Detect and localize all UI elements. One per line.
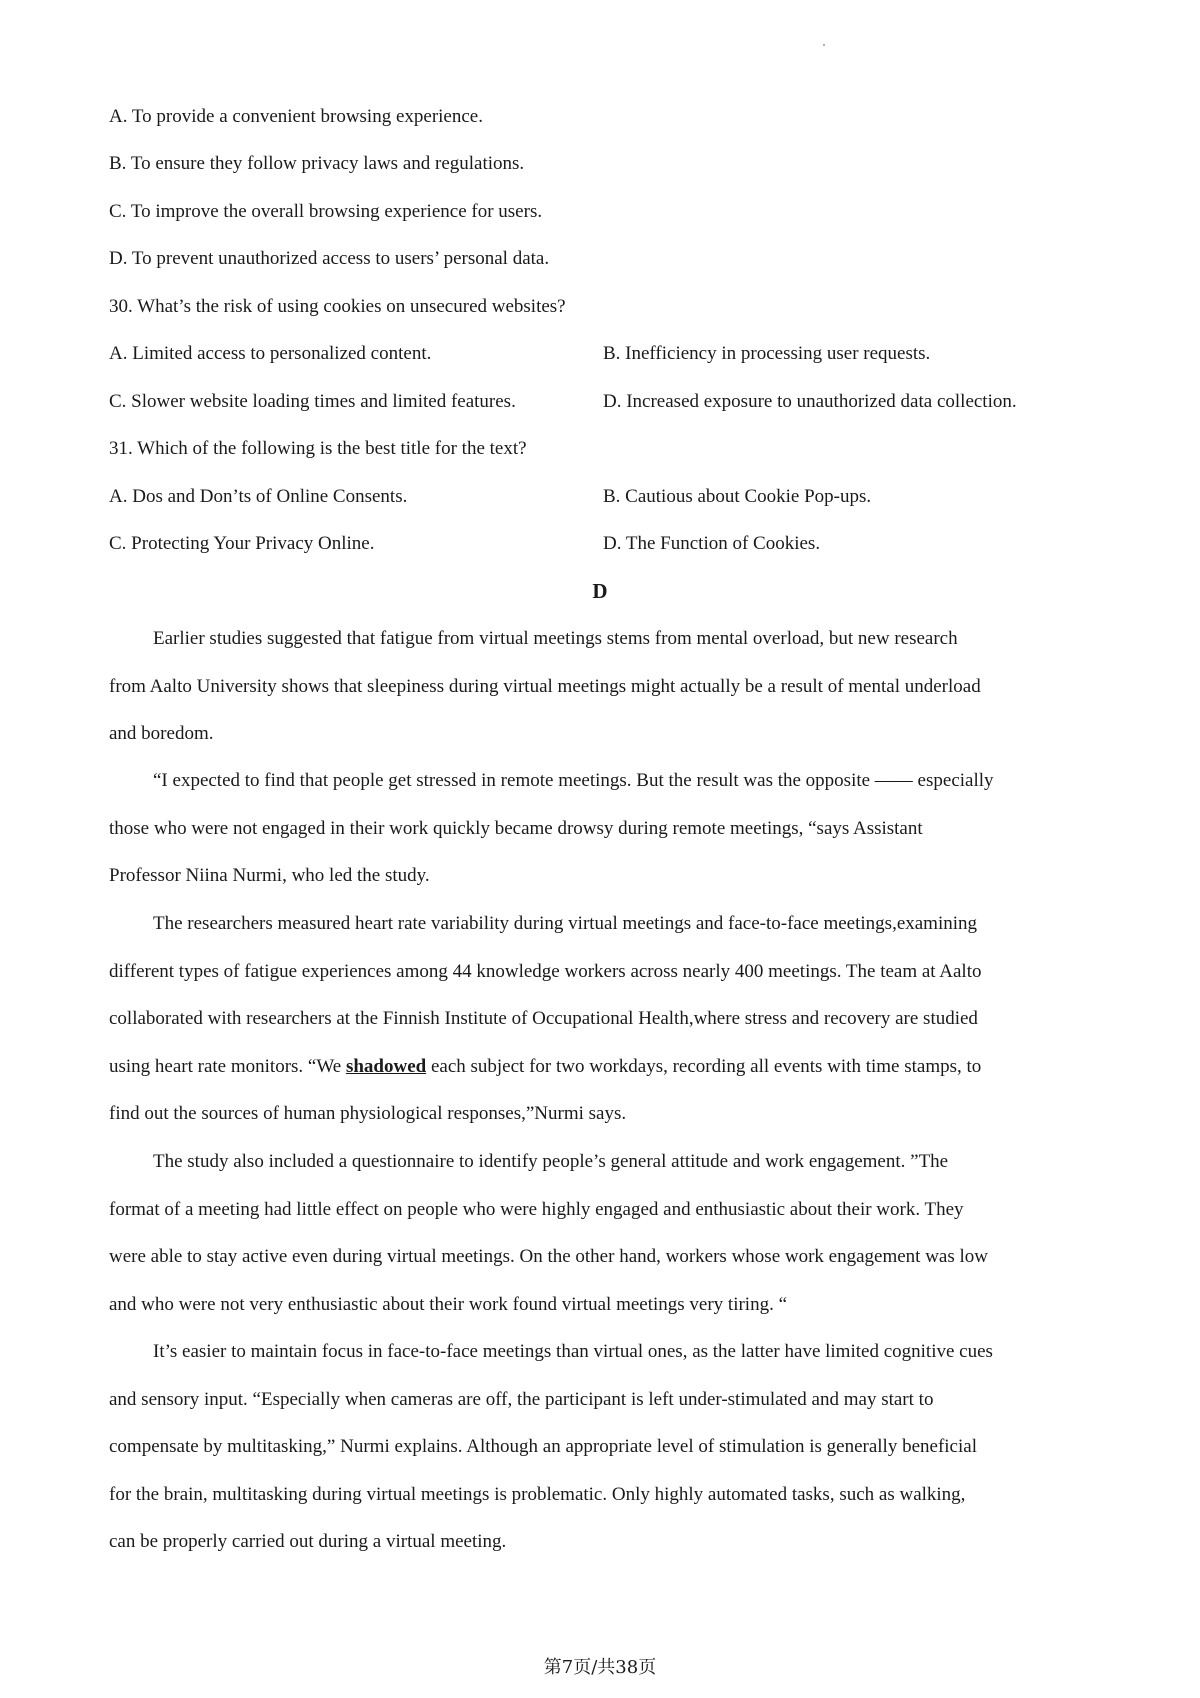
q30-stem: 30. What’s the risk of using cookies on unsecured websites? [109, 296, 566, 317]
paragraph-line: were able to stay active even during virtual meetings. On the other hand, workers whose work engagement was low [109, 1246, 989, 1267]
page-footer: 第7页/共38页 [543, 1657, 657, 1678]
paragraph-line: for the brain, multitasking during virtual meetings is problematic. Only highly automated tasks, such as walking, [109, 1483, 966, 1505]
paragraph-line: and sensory input. “Especially when cameras are off, the participant is left under-stimulated and may start to [109, 1388, 934, 1410]
q31-option-b: B. Cautious about Cookie Pop-ups. [603, 486, 872, 507]
text-run: each subject for two workdays, recording all events with time stamps, to [426, 1055, 982, 1077]
paragraph-line: Earlier studies suggested that fatigue from virtual meetings stems from mental overload, but new research [153, 628, 958, 649]
q29-option-a: A. To provide a convenient browsing experience. [109, 106, 483, 127]
underlined-keyword: shadowed [345, 1055, 427, 1077]
text-run: using heart rate monitors. “We [109, 1055, 346, 1077]
paragraph-line [109, 1055, 1099, 1103]
paragraph-line: The researchers measured heart rate variability during virtual meetings and face-to-face meetings,examining [153, 913, 978, 934]
paragraph-line: from Aalto University shows that sleepiness during virtual meetings might actually be a result of mental underload [109, 675, 981, 697]
q30-option-b: B. Inefficiency in processing user requests. [603, 343, 931, 364]
passage-paragraph-5 [109, 1340, 1099, 1578]
passage-paragraph-4 [109, 1150, 1099, 1340]
q31-stem: 31. Which of the following is the best title for the text? [109, 438, 527, 459]
passage-paragraph-2 [109, 769, 1099, 912]
paragraph-line: “I expected to find that people get stressed in remote meetings. But the result was the opposite —— especially [153, 770, 994, 791]
q30-option-d: D. Increased exposure to unauthorized data collection. [603, 391, 1017, 412]
paragraph-line: The study also included a questionnaire to identify people’s general attitude and work engagement. ”The [153, 1151, 949, 1172]
q31-option-c: C. Protecting Your Privacy Online. [109, 533, 375, 554]
paragraph-line: and who were not very enthusiastic about their work found virtual meetings very tiring. “ [109, 1293, 788, 1315]
scan-speck [823, 44, 825, 46]
paragraph-line: It’s easier to maintain focus in face-to-face meetings than virtual ones, as the latter have limited cognitive cues [153, 1341, 993, 1362]
q30-option-a: A. Limited access to personalized content. [109, 343, 432, 364]
paragraph-line: compensate by multitasking,” Nurmi explains. Although an appropriate level of stimulation is generally beneficial [109, 1436, 977, 1457]
paragraph-line: different types of fatigue experiences among 44 knowledge workers across nearly 400 meetings. The team at Aalto [109, 960, 982, 982]
paragraph-line: Professor Niina Nurmi, who led the study. [109, 865, 430, 886]
paragraph-line: those who were not engaged in their work quickly became drowsy during remote meetings, “says Assistant [109, 817, 923, 839]
q29-option-d: D. To prevent unauthorized access to users’ personal data. [109, 248, 550, 269]
passage-paragraph-1 [109, 627, 1099, 770]
paragraph-line: can be properly carried out during a virtual meeting. [109, 1531, 507, 1552]
q29-option-c: C. To improve the overall browsing experience for users. [109, 201, 543, 222]
q31-option-a: A. Dos and Don’ts of Online Consents. [109, 486, 408, 507]
q29-option-b: B. To ensure they follow privacy laws and regulations. [109, 153, 525, 174]
q31-option-d: D. The Function of Cookies. [603, 533, 821, 554]
paragraph-line: find out the sources of human physiological responses,”Nurmi says. [109, 1103, 627, 1124]
section-title: D [592, 579, 608, 603]
q30-option-c: C. Slower website loading times and limited features. [109, 391, 516, 412]
paragraph-line: and boredom. [109, 723, 214, 744]
paragraph-line: collaborated with researchers at the Finnish Institute of Occupational Health,where stress and recovery are studied [109, 1008, 978, 1029]
passage-paragraph-3 [109, 912, 1099, 1150]
paragraph-line: format of a meeting had little effect on people who were highly engaged and enthusiastic about their work. They [109, 1198, 964, 1220]
